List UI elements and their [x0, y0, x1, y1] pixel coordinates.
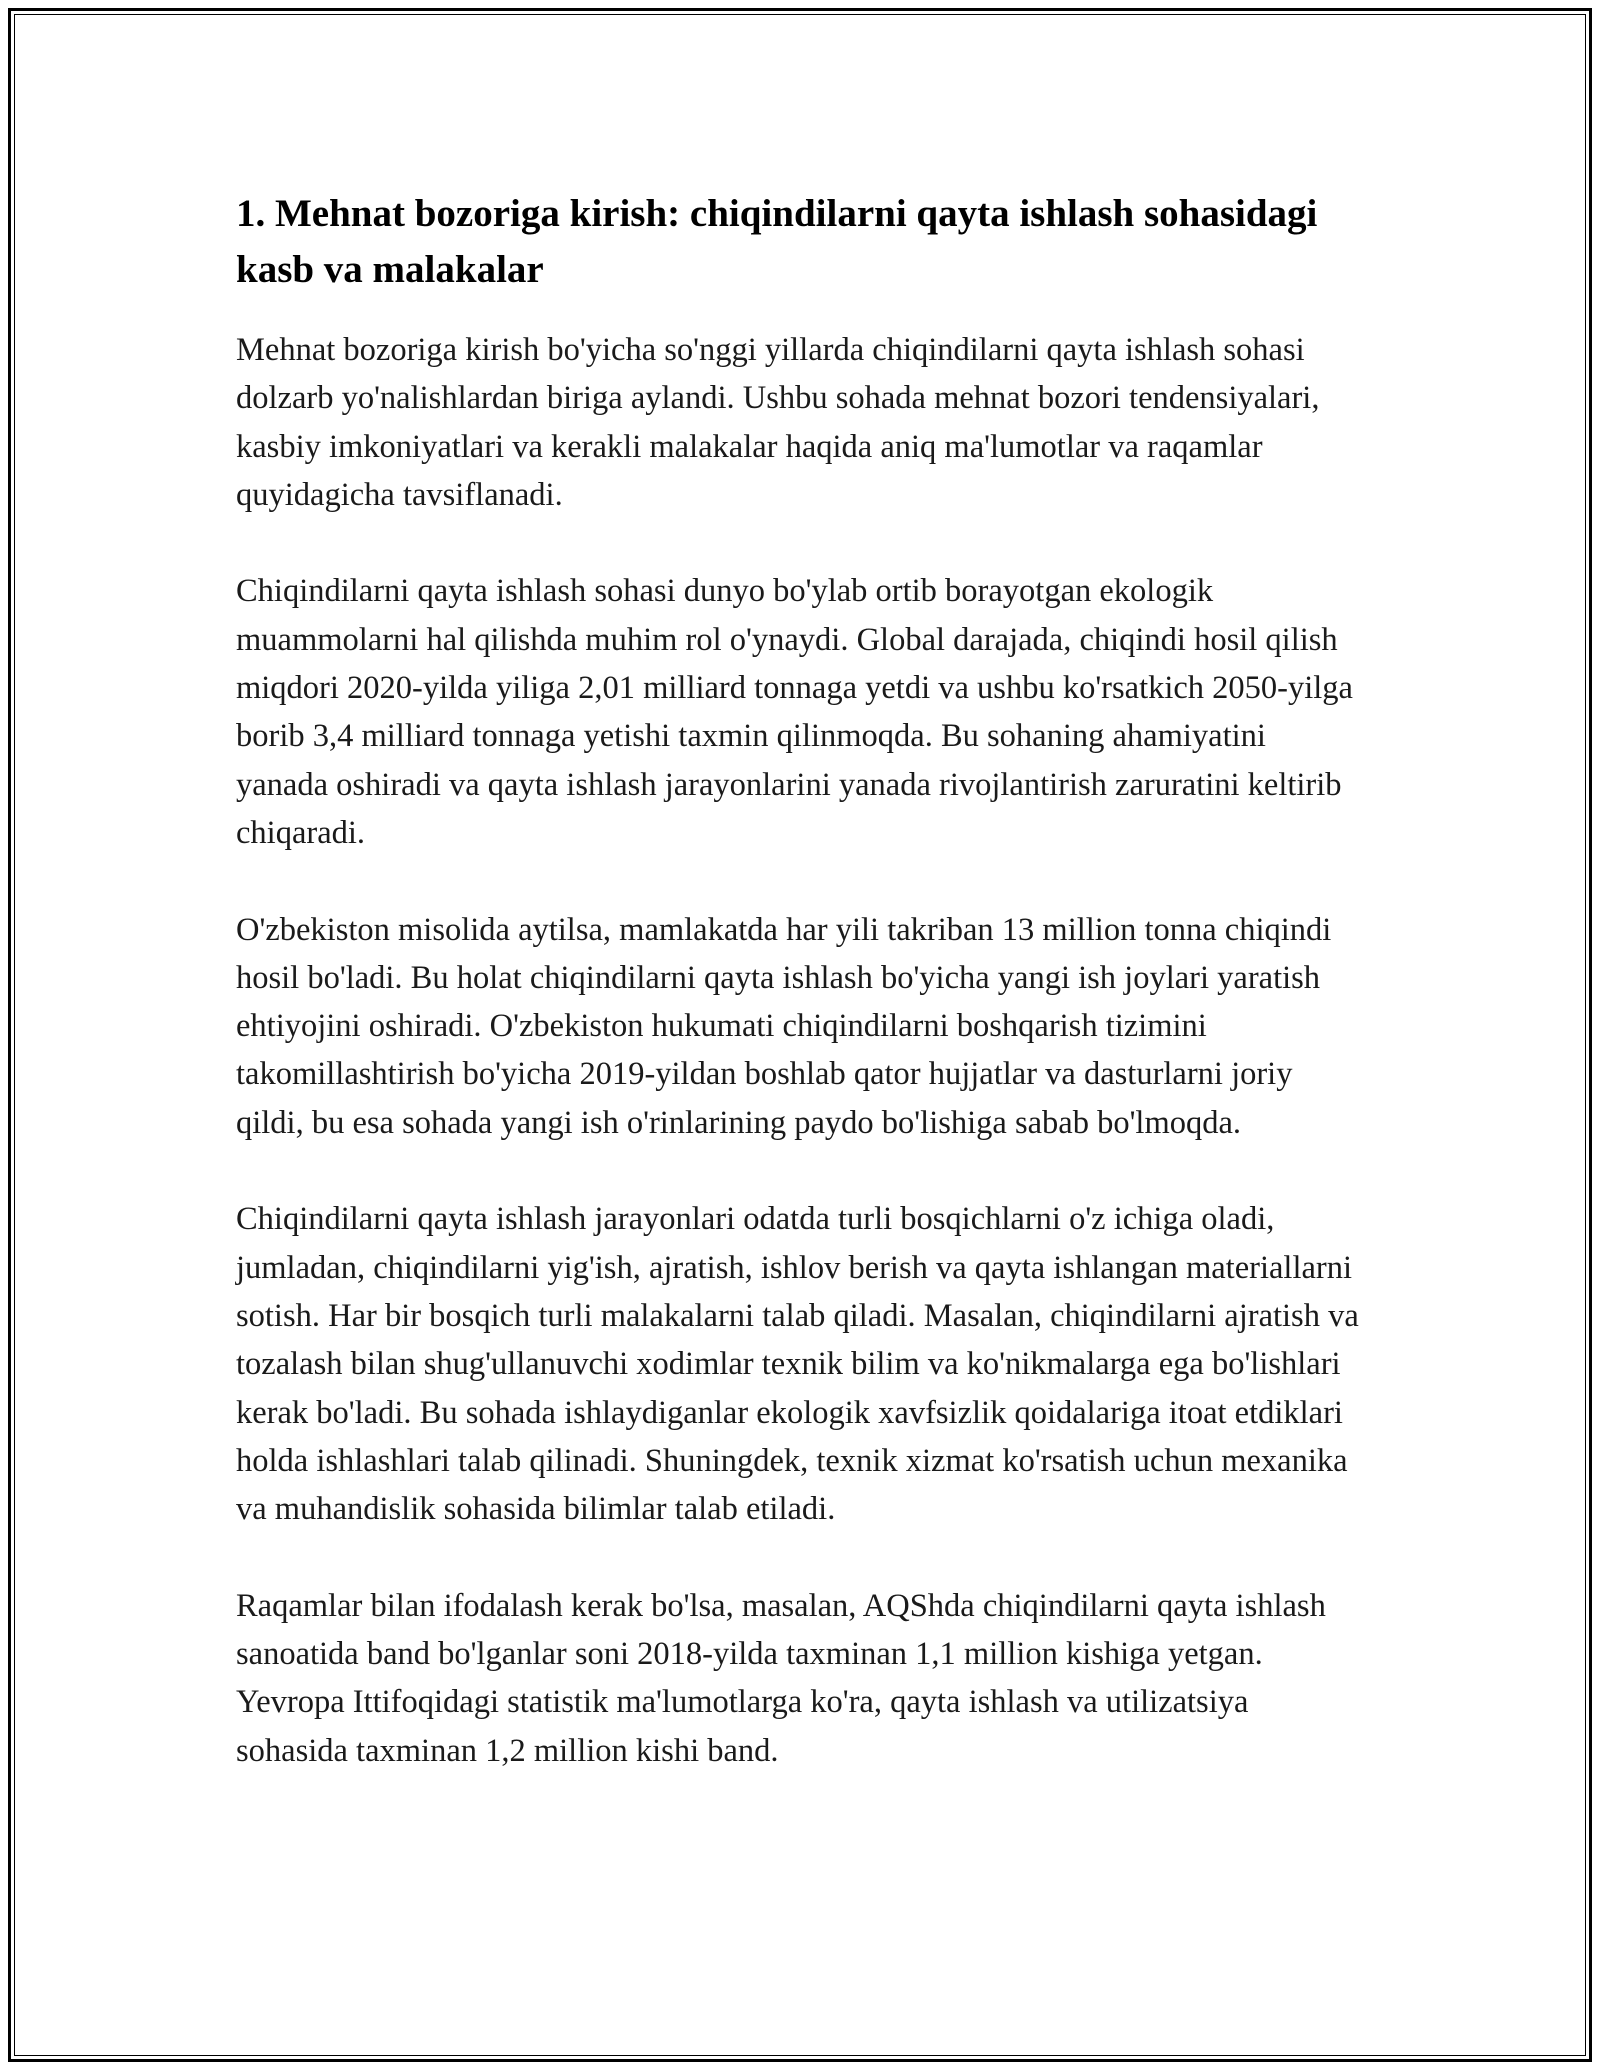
- paragraph-intro: Mehnat bozoriga kirish bo'yicha so'nggi yillarda chiqindilarni qayta ishlash sohasi dolzarb yo'nalishlardan biriga aylandi. Ushbu sohada mehnat bozori tendensiyalari, kasbiy imkoniyatlari va kerakli malakalar haqida aniq ma'lumotlar va raqamlar quyidagicha tavsiflanadi.: [236, 332, 1320, 513]
- paragraph-uzbekistan: O'zbekiston misolida aytilsa, mamlakatda har yili takriban 13 million tonna chiqindi hosil bo'ladi. Bu holat chiqindilarni qayta ishlash bo'yicha yangi ish joylari yaratish ehtiyojini oshiradi. O'zbekiston hukumati chiqindilarni boshqarish tizimini takomillashtirish bo'yicha 2019-yildan boshlab qator hujjatlar va dasturlarni joriy qildi, bu esa sohada yangi ish o'rinlarining paydo bo'lishiga sabab bo'lmoqda.: [236, 911, 1332, 1141]
- paragraph-process-skills: Chiqindilarni qayta ishlash jarayonlari odatda turli bosqichlarni o'z ichiga oladi, jumladan, chiqindilarni yig'ish, ajratish, ishlov berish va qayta ishlangan materiallarni sotish. Har bir bosqich turli malakalarni talab qiladi. Masalan, chiqindilarni ajratish va tozalash bilan shug'ullanuvchi xodimlar texnik bilim va ko'nikmalarga ega bo'lishlari kerak bo'ladi. Bu sohada ishlaydiganlar ekologik xavfsizlik qoidalariga itoat etdiklari holda ishlashlari talab qilinadi. Shuningdek, texnik xizmat ko'rsatish uchun mexanika va muhandislik sohasida bilimlar talab etiladi.: [236, 1201, 1359, 1528]
- document-body: [236, 186, 1366, 1823]
- section-heading: 1. Mehnat bozoriga kirish: chiqindilarni qayta ishlash sohasidagi kasb va malakalar: [236, 192, 1318, 291]
- paragraph-global-waste: Chiqindilarni qayta ishlash sohasi dunyo bo'ylab ortib borayotgan ekologik muammolarni hal qilishda muhim rol o'ynaydi. Global darajada, chiqindi hosil qilish miqdori 2020-yilda yiliga 2,01 milliard tonnaga yetdi va ushbu ko'rsatkich 2050-yilga borib 3,4 milliard tonnaga yetishi taxmin qilinmoqda. Bu sohaning ahamiyatini yanada oshiradi va qayta ishlash jarayonlarini yanada rivojlantirish zaruratini keltirib chiqaradi.: [236, 573, 1353, 851]
- paragraph-employment-stats: Raqamlar bilan ifodalash kerak bo'lsa, masalan, AQShda chiqindilarni qayta ishlash sanoatida band bo'lganlar soni 2018-yilda taxminan 1,1 million kishiga yetgan. Yevropa Ittifoqidagi statistik ma'lumotlarga ko'ra, qayta ishlash va utilizatsiya sohasida taxminan 1,2 million kishi band.: [236, 1587, 1326, 1769]
